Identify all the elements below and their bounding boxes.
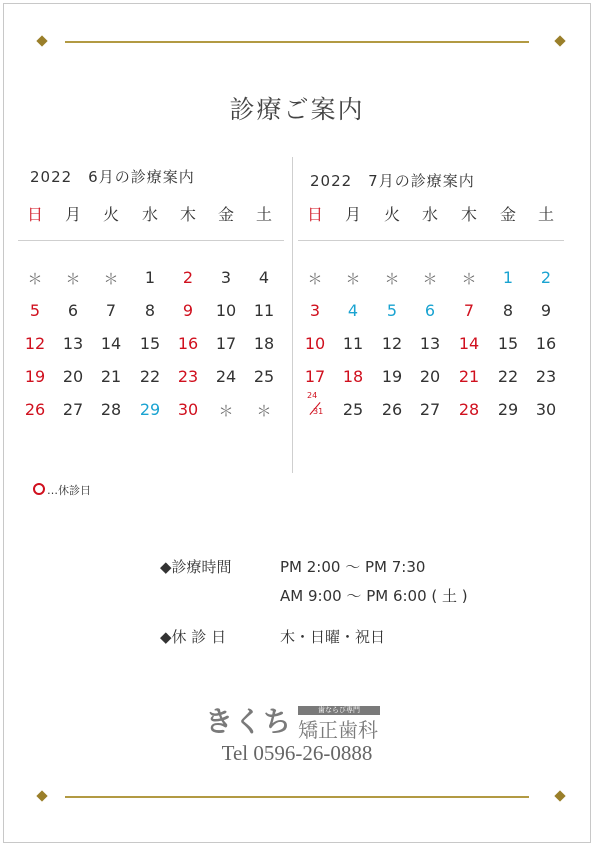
legend-text: …休診日 xyxy=(47,484,91,497)
june-day-cell: 22 xyxy=(139,367,161,386)
june-day-cell: ＊ xyxy=(65,270,81,288)
june-day-cell: 29 xyxy=(139,400,161,419)
july-day-cell: 19 xyxy=(381,367,403,386)
july-weekday-4: 木 xyxy=(460,205,477,224)
july-day-cell: 29 xyxy=(497,400,519,419)
july-day-cell: ＊ xyxy=(461,270,477,288)
clinic-logo-name: きくち xyxy=(205,705,293,738)
june-day-cell: 28 xyxy=(100,400,122,419)
top-gold-rule xyxy=(65,41,529,43)
july-day-cell: 18 xyxy=(342,367,364,386)
hours-line-1: PM 2:00 〜 PM 7:30 xyxy=(280,558,426,576)
june-day-cell: 19 xyxy=(24,367,46,386)
bottom-gold-rule xyxy=(65,796,529,798)
june-weekday-6: 土 xyxy=(255,205,272,224)
june-day-cell: 16 xyxy=(177,334,199,353)
july-weekday-6: 土 xyxy=(537,205,554,224)
june-day-cell: 9 xyxy=(182,301,194,320)
july-day-cell: 22 xyxy=(497,367,519,386)
july-day-cell: 6 xyxy=(424,301,436,320)
closed-days-label: ◆休 診 日 xyxy=(160,628,227,646)
july-day-cell: 27 xyxy=(419,400,441,419)
june-day-cell: 8 xyxy=(144,301,156,320)
june-day-cell: 15 xyxy=(139,334,161,353)
june-weekday-0: 日 xyxy=(26,205,43,224)
july-day-cell: 25 xyxy=(342,400,364,419)
june-day-cell: 12 xyxy=(24,334,46,353)
june-day-cell: 20 xyxy=(62,367,84,386)
july-day-cell: 2 xyxy=(540,268,552,287)
june-weekday-4: 木 xyxy=(179,205,196,224)
july-header-divider xyxy=(298,240,564,241)
july-day-cell: ＊ xyxy=(307,270,323,288)
july-day-cell: 21 xyxy=(458,367,480,386)
june-day-cell: 26 xyxy=(24,400,46,419)
july-day-cell: 7 xyxy=(463,301,475,320)
july-day-cell: ＊ xyxy=(384,270,400,288)
july-day-cell: 26 xyxy=(381,400,403,419)
closed-day-legend xyxy=(33,482,91,498)
june-day-cell: 24 xyxy=(215,367,237,386)
july-day-cell: 16 xyxy=(535,334,557,353)
june-day-cell: 17 xyxy=(215,334,237,353)
july-weekday-2: 火 xyxy=(383,205,400,224)
july-day-cell: 11 xyxy=(342,334,364,353)
july-weekday-5: 金 xyxy=(499,205,516,224)
june-day-cell: 2 xyxy=(182,268,194,287)
hours-label: ◆診療時間 xyxy=(160,558,232,576)
july-day-cell: 3 xyxy=(309,301,321,320)
june-day-cell: 7 xyxy=(105,301,117,320)
june-day-cell: ＊ xyxy=(218,402,234,420)
july-day-cell: 15 xyxy=(497,334,519,353)
june-day-cell: 27 xyxy=(62,400,84,419)
june-day-cell: 11 xyxy=(253,301,275,320)
july-weekday-3: 水 xyxy=(421,205,438,224)
july-day-split-bottom: 31 xyxy=(313,407,324,416)
june-day-cell: 4 xyxy=(258,268,270,287)
june-day-cell: 5 xyxy=(29,301,41,320)
july-day-cell: ＊ xyxy=(345,270,361,288)
june-weekday-1: 月 xyxy=(64,205,81,224)
page-title: 診療ご案内 xyxy=(229,95,365,124)
clinic-logo-type: 矯正歯科 xyxy=(298,718,378,742)
june-day-cell: 14 xyxy=(100,334,122,353)
july-calendar-title: 2022 7月の診療案内 xyxy=(310,172,475,190)
clinic-logo-tagline: 歯ならび専門 xyxy=(298,706,380,715)
june-day-cell: 25 xyxy=(253,367,275,386)
red-circle-icon xyxy=(33,483,45,495)
calendar-divider xyxy=(292,157,293,473)
july-day-cell: 23 xyxy=(535,367,557,386)
july-weekday-1: 月 xyxy=(344,205,361,224)
july-day-cell: 30 xyxy=(535,400,557,419)
june-weekday-2: 火 xyxy=(102,205,119,224)
june-day-cell: 13 xyxy=(62,334,84,353)
july-day-cell: 1 xyxy=(502,268,514,287)
july-weekday-0: 日 xyxy=(306,205,323,224)
telephone-number: Tel 0596-26-0888 xyxy=(221,741,373,765)
july-day-split-top: 24 xyxy=(307,391,318,400)
june-calendar-title: 2022 6月の診療案内 xyxy=(30,168,195,186)
june-day-cell: 21 xyxy=(100,367,122,386)
july-day-cell: 4 xyxy=(347,301,359,320)
july-day-cell: 20 xyxy=(419,367,441,386)
july-day-cell: 14 xyxy=(458,334,480,353)
july-day-cell: 10 xyxy=(304,334,326,353)
june-day-cell: 18 xyxy=(253,334,275,353)
june-day-cell: 23 xyxy=(177,367,199,386)
closed-days-value: 木・日曜・祝日 xyxy=(280,628,386,646)
july-day-cell: 17 xyxy=(304,367,326,386)
june-day-cell: 30 xyxy=(177,400,199,419)
june-weekday-5: 金 xyxy=(217,205,234,224)
july-day-cell: ＊ xyxy=(422,270,438,288)
page-frame xyxy=(3,3,591,843)
july-day-cell: 8 xyxy=(502,301,514,320)
june-weekday-3: 水 xyxy=(141,205,158,224)
july-day-cell: 9 xyxy=(540,301,552,320)
june-day-cell: 1 xyxy=(144,268,156,287)
july-day-cell: 12 xyxy=(381,334,403,353)
july-day-cell: 5 xyxy=(386,301,398,320)
june-header-divider xyxy=(18,240,284,241)
june-day-cell: 3 xyxy=(220,268,232,287)
june-day-cell: ＊ xyxy=(256,402,272,420)
july-day-cell: 28 xyxy=(458,400,480,419)
june-day-cell: 6 xyxy=(67,301,79,320)
june-day-cell: ＊ xyxy=(103,270,119,288)
july-day-cell: 13 xyxy=(419,334,441,353)
hours-line-2: AM 9:00 〜 PM 6:00 ( 土 ) xyxy=(280,587,468,605)
june-day-cell: ＊ xyxy=(27,270,43,288)
june-day-cell: 10 xyxy=(215,301,237,320)
